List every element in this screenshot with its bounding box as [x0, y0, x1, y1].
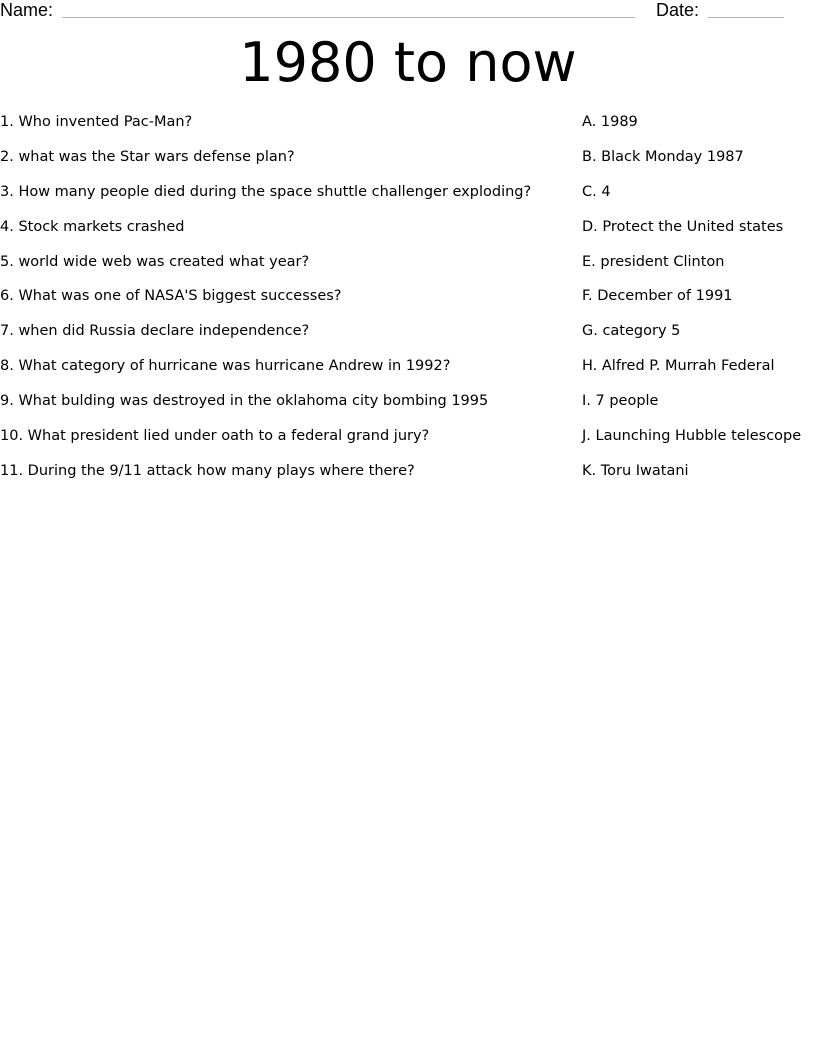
worksheet-header: [0, 0, 816, 24]
worksheet-title: 1980 to now: [239, 31, 577, 94]
answer-item: C. 4: [582, 183, 611, 200]
question-item: 11. During the 9/11 attack how many plays where there?: [0, 462, 415, 479]
answer-item: I. 7 people: [582, 393, 659, 410]
question-item: 7. when did Russia declare independence?: [0, 323, 310, 340]
name-field-line: [62, 17, 635, 18]
answer-item: A. 1989: [582, 114, 638, 130]
question-item: 8. What category of hurricane was hurricane Andrew in 1992?: [0, 358, 451, 375]
answer-item: K. Toru Iwatani: [582, 462, 689, 479]
date-field-line: [708, 17, 784, 18]
question-item: 4. Stock markets crashed: [0, 218, 185, 235]
name-label: Name:: [0, 0, 54, 20]
question-item: 9. What bulding was destroyed in the oklahoma city bombing 1995: [0, 393, 489, 410]
question-item: 10. What president lied under oath to a federal grand jury?: [0, 428, 430, 445]
question-item: 6. What was one of NASA'S biggest successes?: [0, 288, 342, 305]
answer-item: F. December of 1991: [582, 288, 733, 305]
answer-item: E. president Clinton: [582, 253, 725, 270]
answer-item: B. Black Monday 1987: [582, 148, 744, 165]
question-list: [0, 112, 570, 496]
date-label: Date:: [656, 0, 700, 20]
answer-item: D. Protect the United states: [582, 218, 784, 235]
answer-list: [582, 112, 812, 496]
answer-item: G. category 5: [582, 323, 681, 340]
question-item: 2. what was the Star wars defense plan?: [0, 148, 295, 165]
answer-item: H. Alfred P. Murrah Federal: [582, 358, 775, 375]
question-item: 3. How many people died during the space shuttle challenger exploding?: [0, 183, 532, 200]
question-item: 5. world wide web was created what year?: [0, 253, 310, 270]
answer-item: J. Launching Hubble telescope: [582, 428, 802, 445]
question-item: 1. Who invented Pac-Man?: [0, 114, 193, 130]
